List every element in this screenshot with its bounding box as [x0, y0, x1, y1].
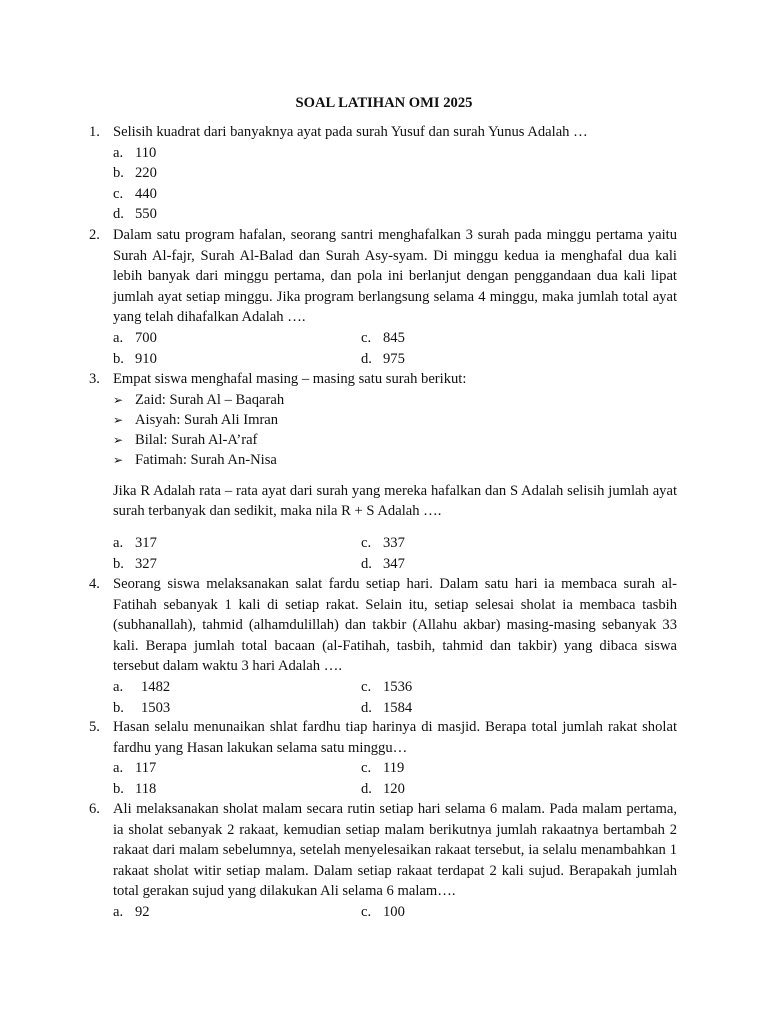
- question-number: 4.: [89, 576, 100, 592]
- option-letter: d.: [113, 206, 124, 223]
- option-letter: b.: [113, 165, 124, 182]
- option-value: 975: [383, 350, 405, 367]
- option-letter: d.: [361, 699, 372, 716]
- bullet-list: [113, 390, 677, 471]
- option-letter: d.: [361, 780, 372, 797]
- question-6: [89, 799, 677, 923]
- option-value: 550: [135, 206, 157, 223]
- question-number: 1.: [89, 124, 100, 140]
- option-value: 1482: [141, 678, 171, 695]
- list-item-text: Aisyah: Surah Ali Imran: [135, 411, 279, 428]
- option-letter: a.: [113, 144, 124, 161]
- question-text: Empat siswa menghafal masing – masing satu surah berikut:: [113, 371, 467, 387]
- option-value: 327: [135, 555, 157, 572]
- option-letter: c.: [361, 329, 372, 346]
- question-text: Ali melaksanakan sholat malam secara rutin setiap hari selama 6 malam. Pada malam pertama, ia sholat sebanyak 2 rakaat, kemudian setiap malam berikutnya jumlah rakaatnya bertambah 2 rakaat dari malam sebelumnya, setelah menyelesaikan rakaat tersebut, ia selalu menambahkan 1 rakaat sholat witir setiap malam. Dalam setiap rakaat terdapat 2 kali sujud. Berapakah jumlah total gerakan sujud yang dilakukan Ali selama 6 malam….: [113, 801, 677, 900]
- option-letter: b.: [113, 555, 124, 572]
- option-letter: b.: [113, 350, 124, 367]
- option-value: 118: [135, 780, 157, 797]
- list-item: [113, 410, 677, 430]
- option-letter: a.: [113, 678, 124, 695]
- option-value: 440: [135, 185, 157, 202]
- list-item-text: Bilal: Surah Al-A’raf: [135, 432, 258, 449]
- option-letter: b.: [113, 780, 124, 797]
- option-letter: d.: [361, 555, 372, 572]
- option-letter: b.: [113, 699, 124, 716]
- arrow-bullet-icon: ➢: [113, 392, 124, 407]
- option-value: 110: [135, 144, 157, 161]
- question-number: 3.: [89, 371, 100, 387]
- list-item-text: Fatimah: Surah An-Nisa: [135, 452, 277, 469]
- option-letter: a.: [113, 903, 124, 920]
- list-item: [113, 390, 677, 410]
- option-value: 1503: [141, 699, 171, 716]
- option-letter: c.: [361, 534, 372, 551]
- question-number: 2.: [89, 227, 100, 243]
- option-letter: a.: [113, 760, 124, 777]
- arrow-bullet-icon: ➢: [113, 412, 124, 427]
- option-letter: c.: [361, 760, 372, 777]
- option-letter: a.: [113, 329, 124, 346]
- option-value: 1584: [383, 699, 413, 716]
- question-number: 6.: [89, 801, 100, 817]
- arrow-bullet-icon: ➢: [113, 453, 124, 468]
- option-letter: c.: [361, 678, 372, 695]
- question-paragraph: Jika R Adalah rata – rata ayat dari surah yang mereka hafalkan dan S Adalah selisih jumlah ayat surah terbanyak dan sedikit, maka nila R + S Adalah ….: [113, 482, 677, 520]
- arrow-bullet-icon: ➢: [113, 433, 124, 448]
- question-text: Hasan selalu menunaikan shlat fardhu tiap harinya di masjid. Berapa total jumlah rakat sholat fardhu yang Hasan lakukan selama satu minggu…: [113, 719, 677, 756]
- option-value: 700: [135, 329, 157, 346]
- question-2: [89, 225, 677, 369]
- list-item: [113, 450, 677, 470]
- option-letter: c.: [361, 903, 372, 920]
- option-value: 845: [383, 329, 405, 346]
- list-item-text: Zaid: Surah Al – Baqarah: [135, 391, 285, 408]
- option-value: 117: [135, 760, 157, 777]
- option-letter: c.: [113, 185, 124, 202]
- question-text: Seorang siswa melaksanakan salat fardu setiap hari. Dalam satu hari ia membaca surah al-Fatihah sebanyak 1 kali di setiap rakat. Selain itu, setiap selesai sholat ia membaca tasbih (subhanallah), tahmid (alhamdulillah) dan takbir (Allahu akbar) masing-masing sebanyak 33 kali. Berapa jumlah total bacaan (al-Fatihah, tasbih, tahmid dan takbir) yang dibaca siswa tersebut dalam waktu 3 hari Adalah ….: [113, 576, 677, 675]
- option-value: 347: [383, 555, 405, 572]
- option-letter: a.: [113, 534, 124, 551]
- question-number: 5.: [89, 719, 100, 735]
- list-item: [113, 430, 677, 450]
- question-1: [89, 122, 677, 225]
- option-value: 317: [135, 534, 157, 551]
- option-letter: d.: [361, 350, 372, 367]
- question-3: [89, 369, 677, 574]
- question-text: Selisih kuadrat dari banyaknya ayat pada surah Yusuf dan surah Yunus Adalah …: [113, 124, 588, 140]
- question-5: [89, 717, 677, 799]
- option-value: 1536: [383, 678, 413, 695]
- option-value: 92: [135, 903, 150, 920]
- option-value: 220: [135, 165, 157, 182]
- question-4: [89, 574, 677, 718]
- option-value: 100: [383, 903, 405, 920]
- option-value: 910: [135, 350, 157, 367]
- option-value: 120: [383, 780, 405, 797]
- option-value: 119: [383, 760, 405, 777]
- page-title: SOAL LATIHAN OMI 2025: [295, 95, 473, 111]
- question-text: Dalam satu program hafalan, seorang santri menghafalkan 3 surah pada minggu pertama yaitu Surah Al-fajr, Surah Al-Balad dan Surah Asy-syam. Di minggu kedua ia menghafal dua kali lebih banyak dari minggu pertama, dan pola ini berlanjut dengan penggandaan dua kali lipat jumlah ayat setiap minggu. Jika program berlangsung selama 4 minggu, maka jumlah total ayat yang telah dihafalkan Adalah ….: [113, 227, 677, 326]
- option-value: 337: [383, 534, 405, 551]
